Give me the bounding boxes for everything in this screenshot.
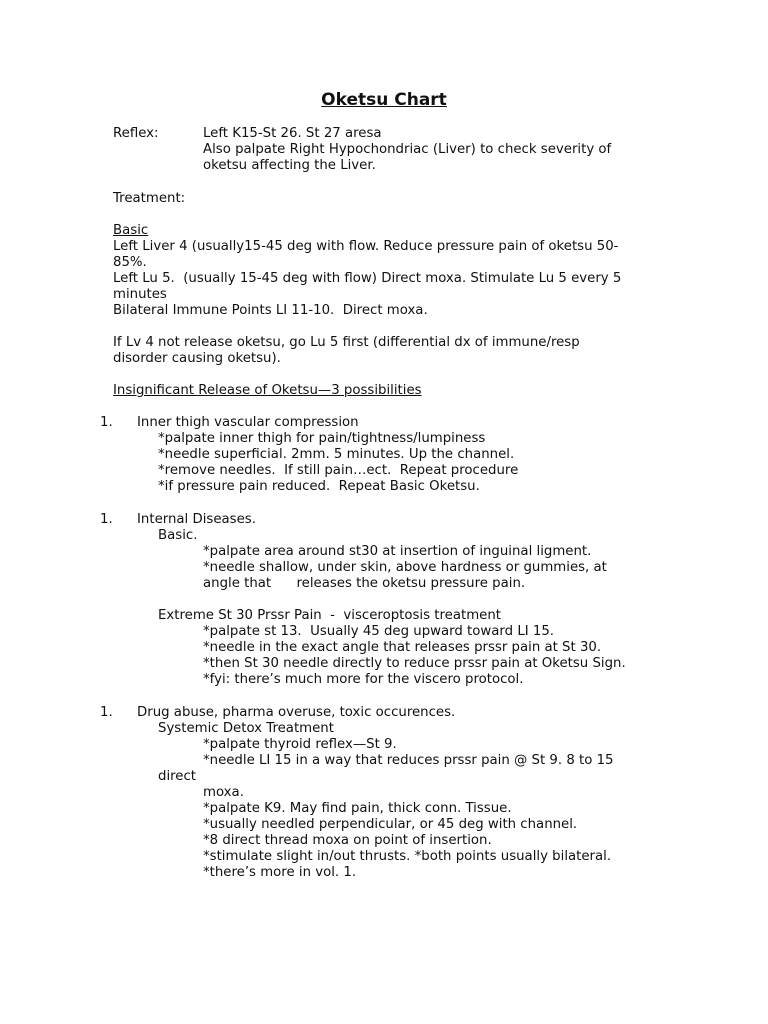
list-item: *stimulate slight in/out thrusts. *both points usually bilateral. xyxy=(203,849,612,864)
list-item: angle that releases the oketsu pressure pain. xyxy=(203,576,526,591)
list-item: *fyi: there’s much more for the viscero protocol. xyxy=(203,672,524,687)
section-title: Inner thigh vascular compression xyxy=(137,415,359,430)
insignificant-heading: Insignificant Release of Oketsu—3 possibilities xyxy=(113,383,422,398)
list-item: *palpate area around st30 at insertion of inguinal ligment. xyxy=(203,544,592,559)
list-item: *needle shallow, under skin, above hardness or gummies, at xyxy=(203,560,607,575)
list-item: *if pressure pain reduced. Repeat Basic Oketsu. xyxy=(158,479,480,494)
basic-line: Left Lu 5. (usually 15-45 deg with flow) Direct moxa. Stimulate Lu 5 every 5 xyxy=(113,271,622,286)
list-number: 1. xyxy=(100,415,113,430)
lv4-note-line: If Lv 4 not release oketsu, go Lu 5 first (differential dx of immune/resp xyxy=(113,335,580,350)
list-item: *needle LI 15 in a way that reduces prssr pain @ St 9. 8 to 15 xyxy=(203,753,614,768)
list-item: *needle in the exact angle that releases prssr pain at St 30. xyxy=(203,640,602,655)
list-item: *palpate K9. May find pain, thick conn. Tissue. xyxy=(203,801,512,816)
basic-line: minutes xyxy=(113,287,167,302)
page-title: Oketsu Chart xyxy=(321,90,447,110)
reflex-label: Reflex: xyxy=(113,126,159,141)
list-item: *then St 30 needle directly to reduce prssr pain at Oketsu Sign. xyxy=(203,656,626,671)
list-number: 1. xyxy=(100,705,113,720)
list-item: *8 direct thread moxa on point of insertion. xyxy=(203,833,492,848)
lv4-note-line: disorder causing oketsu). xyxy=(113,351,281,366)
basic-line: Left Liver 4 (usually15-45 deg with flow. Reduce pressure pain of oketsu 50- xyxy=(113,239,619,254)
list-number: 1. xyxy=(100,512,113,527)
list-item: *needle superficial. 2mm. 5 minutes. Up the channel. xyxy=(158,447,515,462)
list-item: *remove needles. If still pain…ect. Repeat procedure xyxy=(158,463,519,478)
treatment-label: Treatment: xyxy=(113,191,186,206)
reflex-line: Also palpate Right Hypochondriac (Liver) to check severity of xyxy=(203,142,612,157)
list-item: *palpate inner thigh for pain/tightness/lumpiness xyxy=(158,431,486,446)
list-item: *palpate thyroid reflex—St 9. xyxy=(203,737,397,752)
list-item-wrap: direct xyxy=(158,769,197,784)
list-item: *palpate st 13. Usually 45 deg upward toward LI 15. xyxy=(203,624,555,639)
subsection-title: Basic. xyxy=(158,528,198,543)
subsection-title: Extreme St 30 Prssr Pain - visceroptosis treatment xyxy=(158,608,501,623)
section-title: Internal Diseases. xyxy=(137,512,256,527)
basic-line: Bilateral Immune Points LI 11-10. Direct moxa. xyxy=(113,303,428,318)
list-item: moxa. xyxy=(203,785,244,800)
list-item: *usually needled perpendicular, or 45 deg with channel. xyxy=(203,817,578,832)
section-title: Drug abuse, pharma overuse, toxic occurences. xyxy=(137,705,456,720)
subsection-title: Systemic Detox Treatment xyxy=(158,721,334,736)
reflex-line: Left K15-St 26. St 27 aresa xyxy=(203,126,382,141)
basic-line: 85%. xyxy=(113,255,147,270)
reflex-line: oketsu affecting the Liver. xyxy=(203,158,376,173)
list-item: *there’s more in vol. 1. xyxy=(203,865,357,880)
basic-heading: Basic xyxy=(113,223,149,238)
